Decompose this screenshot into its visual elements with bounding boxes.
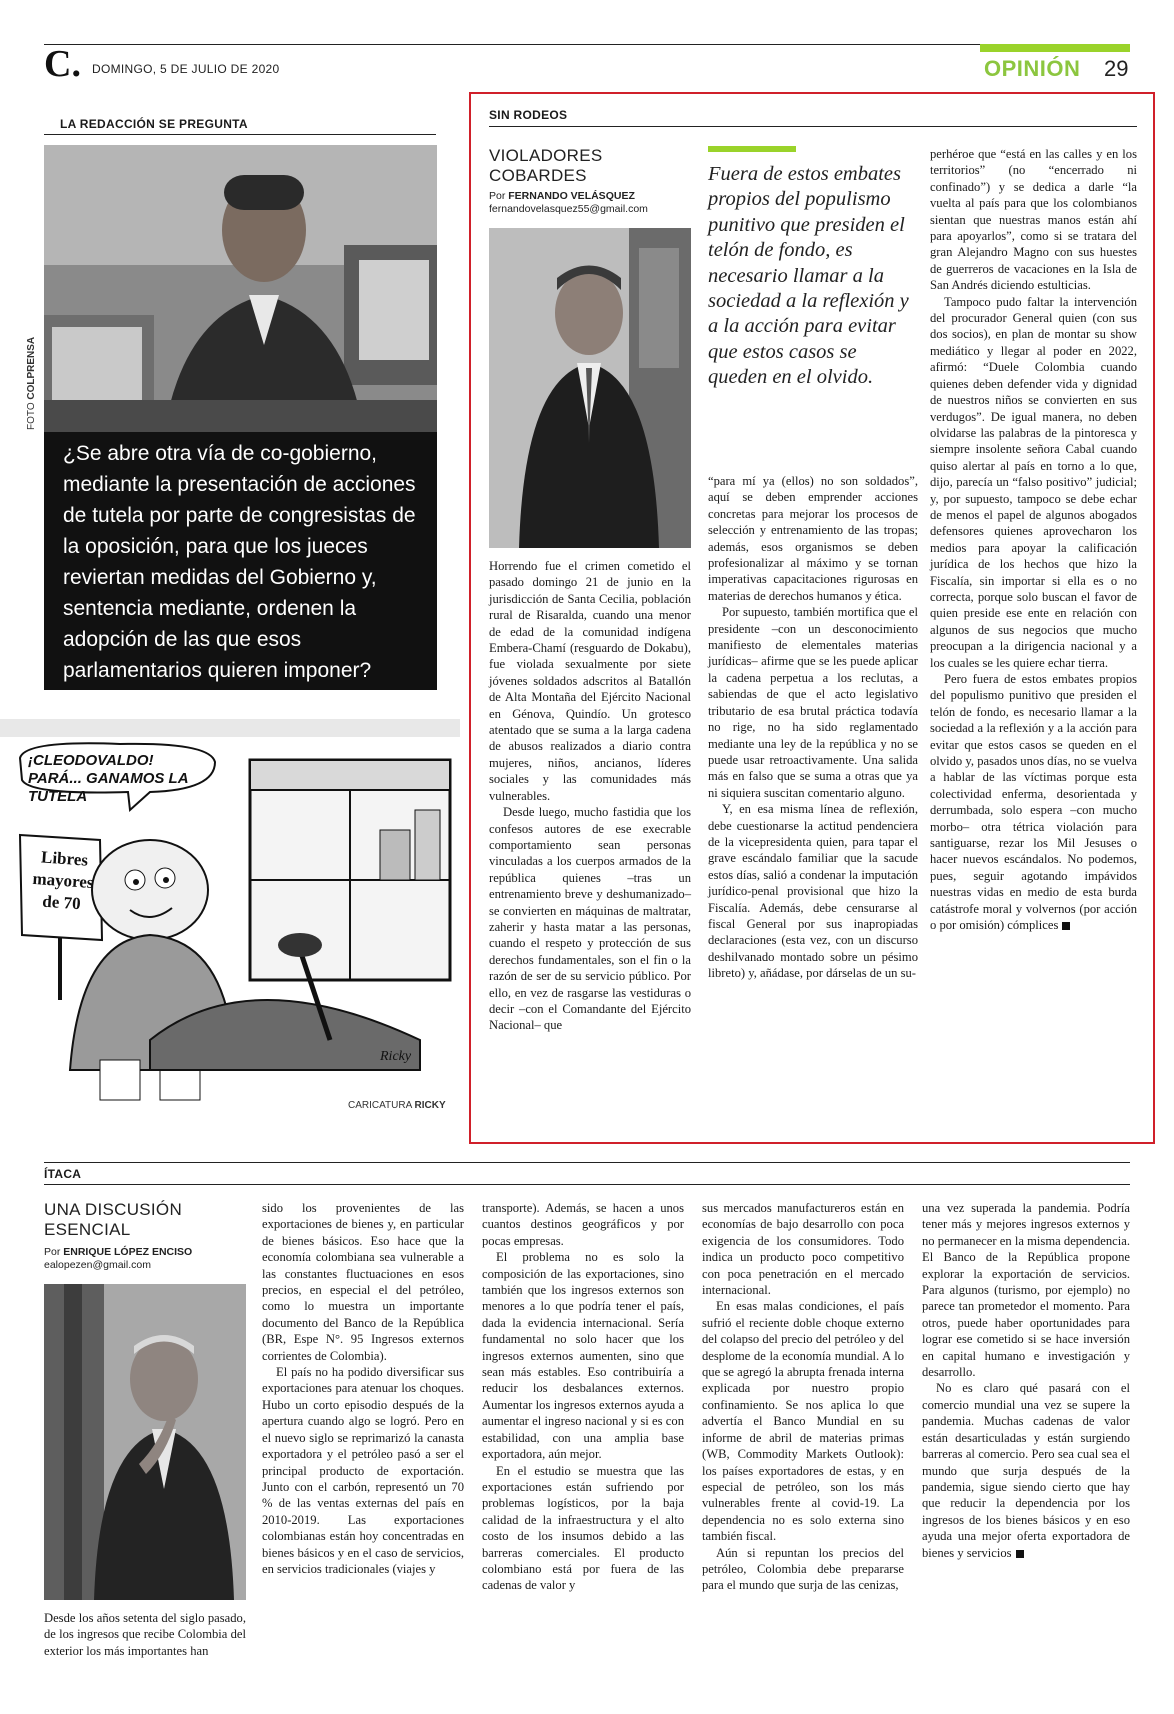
cartoon-credit [348,1100,446,1111]
article-title-line2: COBARDES [489,166,587,185]
paragraph: Por supuesto, también mortifica que el presidente –con un desconocimiento manifiesto de elementales materias jurídicas– afirme que se les puede aplicar la cadena perpetua a los reclutas, a sabiendas de que el acto legislativo tributario de esa brutal práctica todavía no rige, no ha sido reglamentado mediante una ley de la república y no se puede usar retroactivamente. Una salida más en falso que se suma a otras que ya ni siquiera suscitan comentario alguno. [708,605,918,800]
itaca-title-line1: UNA DISCUSIÓN [44,1200,183,1219]
itaca-col2 [262,1200,464,1577]
top-rule [44,44,1130,45]
cartoon-strip-bg [0,719,460,737]
end-mark-icon [1062,922,1070,930]
section-name: OPINIÓN [984,56,1081,81]
photo-credit-prefix: FOTO [26,402,37,430]
paragraph [922,1380,1130,1560]
cartoon-credit-name: RICKY [414,1100,446,1111]
itaca-author-photo-illustration [44,1284,246,1600]
cartoon-speech-text: ¡CLEODOVALDO! PARÁ... GANAMOS LA TUTELA [28,752,188,805]
cartoon-sign-text: Libres mayores de 70 [31,847,95,914]
paragraph: Desde los años setenta del siglo pasado, de los ingresos que recibe Colombia del exterior los más importantes han [44,1611,246,1658]
sin-rodeos-col3 [930,146,1137,934]
author-photo [489,228,691,548]
itaca-col3 [482,1200,684,1594]
question-box [44,432,437,690]
itaca-author-photo [44,1284,246,1600]
paragraph: En el estudio se muestra que las exportaciones están sufriendo por problemas logísticos, por la baja calidad de la infraestructura y el alto costo de los insumos debido a las barreras comerciales. El producto colombiano está por fuera de las cadenas de valor y [482,1463,684,1593]
paragraph-text: No es claro qué pasará con el comercio mundial una vez se supere la pandemia. Muchas cadenas de valor están desarticuladas y están surgiendo barreras al comercio. Pero sea cual sea el mundo que surja después de la pandemia, sigue siendo cierto que hay que reducir la dependencia por los ingresos de los bienes básicos y en eso ayuda una mejor oferta exportadora de bienes y servicios [922,1381,1130,1560]
itaca-col4 [702,1200,904,1594]
sin-rodeos-tag-rule [489,126,1137,127]
itaca-tag: ÍTACA [44,1167,82,1181]
itaca-byline-prefix: Por [44,1246,61,1258]
paragraph: “para mí ya (ellos) no son soldados”, aquí se deben emprender acciones concretas para mejorar los procesos de selección y entrenamiento de las tropas; además, esos organismos se deben profesionalizar al máximo y se tornan imperativas capacitaciones rigurosas en materias de derechos humanos y ética. [708,474,918,603]
pullquote-accent-bar [708,146,796,152]
sin-rodeos-col1 [489,558,691,1034]
redaccion-tag: LA REDACCIÓN SE PREGUNTA [60,117,248,131]
cartoon-credit-prefix: CARICATURA [348,1100,412,1111]
cartoon [0,740,460,1120]
end-mark-icon [1016,1550,1024,1558]
byline-author: FERNANDO VELÁSQUEZ [508,190,635,202]
paragraph: El país no ha podido diversificar sus exportaciones para atenuar los choques. Hubo un corto episodio después de la apertura cuando algo se logró. Pero en el nuevo siglo se reprimarizó la canasta exportadora y el petróleo pasó a ser el principal producto de exportación. Junto con el carbón, representó un 70 % de las ventas externas del país en 2010-2019. Las exportaciones colombianas están hoy concentradas en bienes básicos y en el caso de servicios, en servicios tradicionales (viajes y [262,1365,464,1576]
paragraph: Y, en esa misma línea de reflexión, debe cuestionarse la actitud pendenciera de la vicepresidenta quien, para tapar el grave escándalo familiar que la sacude estos días, salió a condenar la imputación jurídico-penal provisional que hizo la Fiscalía. Además, debe censurarse al fiscal General por sus inapropiadas declaraciones (esta vez, con un discurso deshilvanado montado sobre un pésimo libreto) y, añádase, por dárselas de un su- [708,802,918,981]
itaca-col5 [922,1200,1130,1561]
pullquote: Fuera de estos embates propios del populismo punitivo que presiden el telón de fondo, es necesario llamar a la sociedad a la reflexión y a la acción para evitar que estos casos se queden en el olvido. [708,163,909,389]
paragraph [930,671,1137,934]
itaca-author-email[interactable]: ealopezen@gmail.com [44,1259,151,1271]
page-number: 29 [1104,56,1129,81]
congressman-photo-illustration [44,145,437,432]
article-title-line1: VIOLADORES [489,146,603,165]
newspaper-logo: C. [44,43,81,85]
paragraph: En esas malas condiciones, el país sufrió el reciente doble choque externo del colapso del precio del petróleo y del desplome de la economía mundial. A lo que se agregó la abrupta frenada interna explicada por nuestro propio confinamiento. Se nos aplica lo que advertía el Banco Mundial en su informe de abril de materias primas (WB, Commodity Markets Outlook): los países exportadores de estas, y en especial de petróleo, son los más vulnerables frente al covid-19. La dependencia no es solo externa sino también fiscal. [702,1299,904,1544]
svg-text:Ricky: Ricky [380,1049,412,1064]
itaca-byline-author: ENRIQUE LÓPEZ ENCISO [63,1246,193,1258]
article-byline [489,190,635,202]
sin-rodeos-col2 [708,473,918,982]
itaca-col1 [44,1610,246,1659]
paragraph: Horrendo fue el crimen cometido el pasado domingo 21 de junio en la jurisdicción de Santa Cecilia, población rural de Risaralda, cuando una menor de edad de la comunidad indígena Embera-Chamí (resguardo de Dokabu), fue violada sexualmente por siete jóvenes soldados adscritos al Batallón de Alta Montaña del Ejército Nacional en Génova, Quindío. Un grotesco atentado que se suma a la larga cadena de abusos realizados a diario contra mujeres, niños, ancianos, líderes sociales y las comunidades más vulnerables. [489,559,691,803]
redaccion-tag-rule [44,134,436,135]
paragraph: Aún si repuntan los precios del petróleo, Colombia debe prepararse para el mundo que surja de las cenizas, [702,1545,904,1593]
issue-date: DOMINGO, 5 DE JULIO DE 2020 [92,62,280,76]
itaca-title-line2: ESENCIAL [44,1220,131,1239]
section-accent-bar [980,44,1130,52]
itaca-top-rule [44,1162,1130,1163]
photo-credit-name: COLPRENSA [26,336,37,400]
itaca-tag-rule [44,1184,1130,1185]
photo-credit [26,337,37,430]
paragraph: Tampoco pudo faltar la intervención del procurador General quien (con sus dos socios), en plan de montar su show mediático y llegar al poder en 2022, afirmó: “Duele Colombia cuando quienes deben defender vida y dignidad de nuestros niños se convierten en sus verdugos”. De igual manera, no deben olvidarse las palabras de la pintoresca y siempre insolente señora Cabal cuando quiso alertar al país en torno a lo que, dijo, parecía un “falso positivo” judicial; y, por supuesto, tampoco se debe echar de menos el papel de algunos abogados defensores quienes aprovecharon los medios para apoyar la calificación jurídica de los hechos que hizo la Fiscalía, sin importar si ella es o no correcta, porque solo buscan el favor de quien preside ese ente en relación con algunos de sus negocios que mucho preocupan a la dirigencia nacional y a los cuales se les quiere echar tierra. [930,294,1137,670]
sin-rodeos-tag: SIN RODEOS [489,108,568,122]
masthead [44,44,1130,84]
paragraph: sido los provenientes de las exportaciones de bienes y, en particular de bienes básicos. Eso hace que la economía colombiana sea vulnerable a las constantes fluctuaciones en esos precios, en especial el del petróleo, como lo muestra un importante documento del Banco de la República (BR, Espe N°. 95 Ingresos externos corrientes de Colombia). [262,1201,464,1363]
paragraph-text: Pero fuera de estos embates propios del populismo punitivo que presiden el telón de fondo, es necesario llamar a la sociedad a la reflexión y a la acción para evitar que estos casos se queden en el olvido y, pasados unos días, no se vuelva a hablar de las víctimas porque esta colectividad enferma, desorientada y derrumbada, solo espera –con mucho morbo– otra tétrica violación para santiguarse, rezar los Mil Jesuses o hacer nuevos escándalos. No podemos, pues, seguir agotando impávidos nuestras vidas en medio de esta burda catástrofe moral y volvernos (por acción o por omisión) cómplices [930,672,1137,933]
itaca-title [44,1200,182,1240]
author-photo-illustration [489,228,691,548]
paragraph: El problema no es solo la composición de las exportaciones, sino también que los ingresos externos son menores a lo que podría tener el país, dada la evidencia internacional. Sería fundamental no solo hacer que los ingresos externos aumenten, sino que sean más estables. Eso contribuiría a reducir los desbalances externos. Aumentar los ingresos externos ayuda a aumentar el ingreso nacional y si es con estabilidad, con una amplia base exportadora, aún mejor. [482,1250,684,1462]
congressman-photo [44,145,437,432]
itaca-byline [44,1246,192,1258]
paragraph: sus mercados manufactureros están en economías de bajo desarrollo con poca exigencia de los consumidores. Todo indica un producto poco competitivo con poca penetración en el mercado internacional. [702,1201,904,1298]
paragraph: Desde luego, mucho fastidia que los confesos autores de ese execrable comportamiento sean personas vinculadas a los cuerpos armados de la república quienes –tras un entrenamiento breve y deshumanizado– se convierten en máquinas de maltratar, zaherir y hasta matar a las personas, cuando el respeto y protección de sus derechos fundamentales, son el fin o la razón de ser de su servicio público. Por ello, en vez de rasgarse las vestiduras o decir –con el Comandante del Ejército Nacional– que [489,805,691,1033]
question-text: ¿Se abre otra vía de co-gobierno, mediante la presentación de acciones de tutela por parte de congresistas de la oposición, para que los jueces reviertan medidas del Gobierno y, sentencia mediante, ordenen la adopción de las que esos parlamentarios quieren imponer? [63,442,416,682]
article-title [489,146,603,186]
byline-prefix: Por [489,190,506,202]
paragraph: una vez superada la pandemia. Podría tener más y mejores ingresos externos y no permanecer en la misma dependencia. El Banco de la República propone explorar la exportación de servicios. Para algunos (turismo, por ejemplo) no parece tan prometedor el momento. Para otros, puede haber oportunidades para lograr ese cometido si se hace inversión en capital humano e investigación y desarrollo. [922,1201,1130,1380]
paragraph: perhéroe que “está en las calles y en los territorios” (no “encerrado ni confinado”) y se dedica a darle “la vuelta al país para que los colombianos sientan que nuestras manos están ahí para apoyarlos”, como si se tratara del gran Alejandro Magno con sus huestes de guerreros de vacaciones en la Isla de San Andrés diciendo estulticias. [930,147,1137,293]
paragraph: transporte). Además, se hacen a unos cuantos destinos geográficos y por pocas empresas. [482,1201,684,1248]
author-email[interactable]: fernandovelasquez55@gmail.com [489,203,648,215]
